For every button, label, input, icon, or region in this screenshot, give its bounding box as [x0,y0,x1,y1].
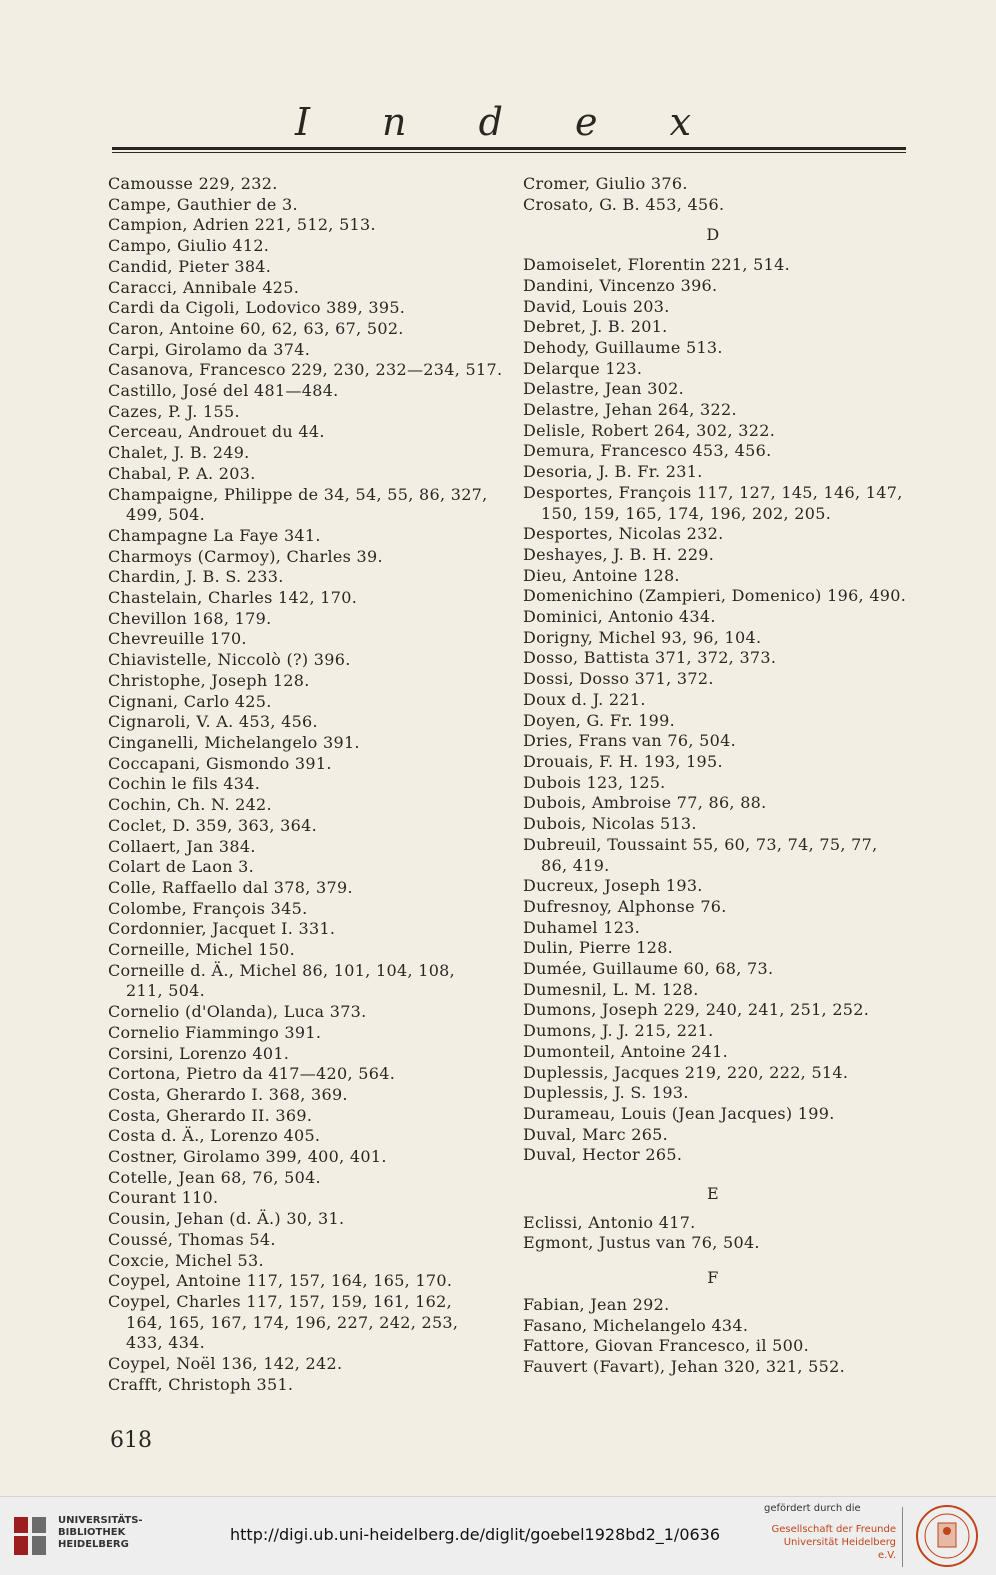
index-entry: Cochin, Ch. N. 242. [108,795,272,815]
index-entry: Fattore, Giovan Francesco, il 500. [523,1336,809,1356]
index-entry: Domenichino (Zampieri, Domenico) 196, 490. [523,586,907,606]
index-entry: Cardi da Cigoli, Lodovico 389, 395. [108,298,406,318]
index-entry: Dubois, Nicolas 513. [523,814,697,834]
index-entry: Castillo, José del 481—484. [108,381,339,401]
sponsor-name: Gesellschaft der Freunde Universität Heidelberg e.V. [771,1524,896,1561]
index-entry: Camousse 229, 232. [108,174,278,193]
index-entry: Eclissi, Antonio 417. [523,1212,696,1232]
section-heading-f: F [707,1268,719,1288]
index-entry: Champaigne, Philippe de 34, 54, 55, 86, 327, [108,484,488,504]
index-entry: Coussé, Thomas 54. [108,1229,276,1249]
index-entry: Cerceau, Androuet du 44. [108,422,325,442]
viewer-footer [0,1496,996,1575]
index-entry: Delastre, Jehan 264, 322. [523,400,737,420]
index-entry: Costa d. Ä., Lorenzo 405. [108,1126,321,1146]
index-entry: Coxcie, Michel 53. [108,1250,264,1270]
index-entry: Dominici, Antonio 434. [523,607,716,627]
index-entry: Campion, Adrien 221, 512, 513. [108,215,376,235]
index-entry: Campe, Gauthier de 3. [108,194,298,214]
index-entry: 211, 504. [126,981,206,1001]
index-column-left [108,174,508,1395]
sponsor-label: gefördert durch die [764,1503,861,1514]
index-entry: Casanova, Francesco 229, 230, 232—234, 517. [108,360,503,380]
index-entry: Collaert, Jan 384. [108,836,256,856]
index-entry: Campo, Giulio 412. [108,236,270,256]
index-entry: Chardin, J. B. S. 233. [108,567,284,587]
index-entry: Christophe, Joseph 128. [108,670,310,690]
index-entry: Delastre, Jean 302. [523,379,685,399]
index-entry: Durameau, Louis (Jean Jacques) 199. [523,1103,835,1123]
index-entry: Colombe, François 345. [108,898,308,918]
index-entry: Cornelio (d'Olanda), Luca 373. [108,1002,367,1022]
index-entry: Chalet, J. B. 249. [108,443,250,463]
index-entry: Dumesnil, L. M. 128. [523,979,699,999]
index-entry: Debret, J. B. 201. [523,317,668,337]
university-seal-icon [914,1503,980,1569]
index-entry: Costa, Gherardo I. 368, 369. [108,1084,348,1104]
index-entry: Damoiselet, Florentin 221, 514. [523,255,791,275]
index-entry: David, Louis 203. [523,296,670,316]
index-section-e [523,1213,913,1254]
index-entry: Desoria, J. B. Fr. 231. [523,462,703,482]
index-entry: Cortona, Pietro da 417—420, 564. [108,1064,396,1084]
index-entry: Chabal, P. A. 203. [108,463,256,483]
university-library-logo-icon [12,1513,52,1559]
index-entry: Cromer, Giulio 376. [523,174,688,193]
index-entry: Duhamel 123. [523,917,641,937]
index-entry: 433, 434. [126,1333,206,1353]
index-entry: Chastelain, Charles 142, 170. [108,588,358,608]
index-entry: Duval, Marc 265. [523,1124,669,1144]
index-section-d [523,255,913,1166]
index-entry: Delisle, Robert 264, 302, 322. [523,420,776,440]
index-entry: Egmont, Justus van 76, 504. [523,1233,760,1253]
title-rule-thin [112,152,906,153]
index-entry: Caracci, Annibale 425. [108,277,300,297]
index-section-c-continued [523,174,913,215]
index-entry: Chevillon 168, 179. [108,608,272,628]
index-entry: Crafft, Christoph 351. [108,1374,294,1394]
index-entry: 150, 159, 165, 174, 196, 202, 205. [541,503,832,523]
title-rule-thick [112,147,906,150]
footer-divider [902,1507,903,1567]
index-entry: Dumons, J. J. 215, 221. [523,1021,714,1041]
index-entry: Chiavistelle, Niccolò (?) 396. [108,650,351,670]
index-entry: Cochin le fils 434. [108,774,261,794]
index-entry: Dufresnoy, Alphonse 76. [523,896,727,916]
index-entry: Cousin, Jehan (d. Ä.) 30, 31. [108,1209,345,1229]
index-entry: Colle, Raffaello dal 378, 379. [108,877,353,897]
page-title: I n d e x [294,100,722,144]
index-entry: Courant 110. [108,1188,219,1208]
permalink-url[interactable]: http://digi.ub.uni-heidelberg.de/diglit/goebel1928bd2_1/0636 [230,1525,721,1544]
index-entry: Cotelle, Jean 68, 76, 504. [108,1167,321,1187]
section-heading-e: E [707,1184,719,1204]
index-entry: Cignaroli, V. A. 453, 456. [108,712,318,732]
index-column-right [523,174,913,1378]
index-entry: Cornelio Fiammingo 391. [108,1022,322,1042]
index-entry: Costner, Girolamo 399, 400, 401. [108,1147,387,1167]
index-entry: Dehody, Guillaume 513. [523,337,723,357]
index-entry: 499, 504. [126,505,206,525]
index-entry: Cordonnier, Jacquet I. 331. [108,919,336,939]
index-entry: Dubreuil, Toussaint 55, 60, 73, 74, 75, 77, [523,834,878,854]
index-entry: Champagne La Faye 341. [108,525,321,545]
index-entry: Coccapani, Gismondo 391. [108,753,332,773]
page-number: 618 [110,1428,152,1453]
index-entry: Coypel, Charles 117, 157, 159, 161, 162, [108,1291,452,1311]
section-heading-d: D [706,225,720,245]
index-entry: Chevreuille 170. [108,629,247,649]
index-section-f [523,1295,913,1378]
index-entry: Delarque 123. [523,358,643,378]
index-entry: Desportes, François 117, 127, 145, 146, 147, [523,482,903,502]
index-entry: Duplessis, Jacques 219, 220, 222, 514. [523,1062,849,1082]
index-entry: Dubois 123, 125. [523,772,666,792]
index-entry: Corneille d. Ä., Michel 86, 101, 104, 108, [108,960,456,980]
index-entry: Coypel, Noël 136, 142, 242. [108,1354,343,1374]
index-entry: Carpi, Girolamo da 374. [108,339,311,359]
index-entry: Duval, Hector 265. [523,1145,683,1165]
index-entry: Corneille, Michel 150. [108,940,295,960]
index-entry: Coypel, Antoine 117, 157, 164, 165, 170. [108,1271,453,1291]
index-entry: Cignani, Carlo 425. [108,691,272,711]
index-entry: Dulin, Pierre 128. [523,938,674,958]
index-entry: Drouais, F. H. 193, 195. [523,751,723,771]
index-entry: Dossi, Dosso 371, 372. [523,669,714,689]
index-entry: Cinganelli, Michelangelo 391. [108,732,360,752]
index-entry: Fasano, Michelangelo 434. [523,1315,749,1335]
index-entry: Fauvert (Favart), Jehan 320, 321, 552. [523,1356,845,1376]
index-entry: Dumonteil, Antoine 241. [523,1041,728,1061]
index-entry: Dumons, Joseph 229, 240, 241, 251, 252. [523,1000,870,1020]
index-entry: Dorigny, Michel 93, 96, 104. [523,627,762,647]
index-entry: Doux d. J. 221. [523,689,646,709]
index-entry: Demura, Francesco 453, 456. [523,441,772,461]
index-entry: Charmoys (Carmoy), Charles 39. [108,546,383,566]
index-entry: Dandini, Vincenzo 396. [523,275,718,295]
index-entry: Duplessis, J. S. 193. [523,1083,689,1103]
index-entry: Caron, Antoine 60, 62, 63, 67, 502. [108,318,404,338]
index-entry: Ducreux, Joseph 193. [523,876,703,896]
index-entry: Desportes, Nicolas 232. [523,524,724,544]
index-entry: Dosso, Battista 371, 372, 373. [523,648,777,668]
index-entry: 164, 165, 167, 174, 196, 227, 242, 253, [126,1312,459,1332]
index-entry: Corsini, Lorenzo 401. [108,1043,290,1063]
index-entry: Dubois, Ambroise 77, 86, 88. [523,793,767,813]
index-entry: Fabian, Jean 292. [523,1294,670,1314]
index-entry: Costa, Gherardo II. 369. [108,1105,313,1125]
index-entry: Cazes, P. J. 155. [108,401,240,421]
index-entry: Dries, Frans van 76, 504. [523,731,736,751]
index-entry: Coclet, D. 359, 363, 364. [108,815,317,835]
index-entry: Candid, Pieter 384. [108,256,272,276]
index-entry: Dumée, Guillaume 60, 68, 73. [523,959,774,979]
index-entry: Doyen, G. Fr. 199. [523,710,676,730]
library-name: UNIVERSITÄTS- BIBLIOTHEK HEIDELBERG [58,1515,143,1550]
index-entry: 86, 419. [541,855,610,875]
index-entry: Deshayes, J. B. H. 229. [523,544,715,564]
index-entry: Crosato, G. B. 453, 456. [523,194,725,214]
index-entry: Dieu, Antoine 128. [523,565,680,585]
index-entry: Colart de Laon 3. [108,857,255,877]
